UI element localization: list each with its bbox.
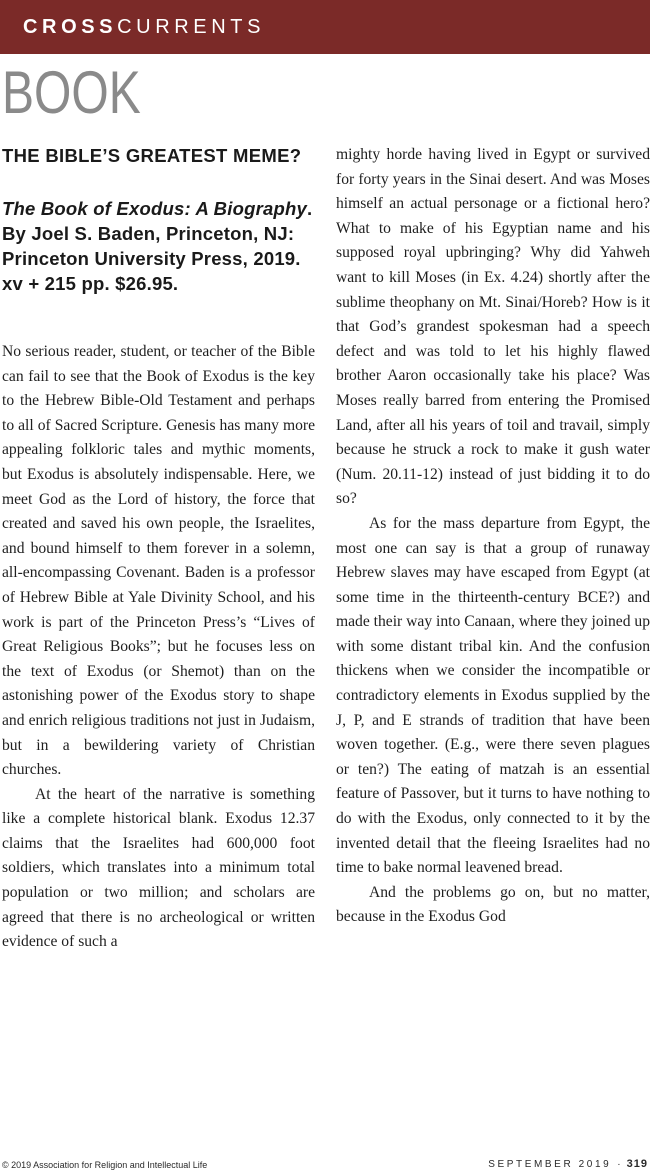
left-column (2, 143, 315, 955)
brand-light: CURRENTS (117, 16, 266, 38)
paragraph: As for the mass departure from Egypt, the most one can say is that a group of runaway Hebrew slaves may have escaped from Egypt (at some time in the thirteenth-century BCE?) and made their way into Canaan, where they joined up with some distant tribal kin. And the confusion thickens when we consider the incompatible or contradictory elements in Exodus supplied by the J, P, and E strands of tradition that have been woven together. (E.g., were there seven plagues or ten?) The eating of matzah is an essential feature of Passover, but it turns to have nothing to do with the Exodus, only connected to it by the invented detail that the fleeing Israelites had no time to bake normal leavened bread. (336, 514, 650, 877)
brand-bold: CROSS (23, 16, 118, 38)
book-details: . By Joel S. Baden, Princeton, NJ: Princeton University Press, 2019. xv + 215 pp. $26.95. (2, 198, 313, 294)
right-column (336, 143, 650, 930)
footer-page-info (488, 1158, 648, 1170)
footer-date: SEPTEMBER 2019 (488, 1159, 612, 1170)
section-label: BOOK (2, 59, 141, 126)
magazine-brand (23, 15, 265, 39)
left-body (2, 340, 315, 955)
page-number: 319 (626, 1158, 648, 1170)
footer-copyright: © 2019 Association for Religion and Intellectual Life (2, 1160, 208, 1170)
header-bar (0, 0, 650, 54)
paragraph-continued: mighty horde having lived in Egypt or survived for forty years in the Sinai desert. And was Moses himself an actual personage or a fictional hero? What to make of his Egyptian name and his supposed royal upbringing? Why did Yahweh want to kill Moses (in Ex. 4.24) shortly after the sublime theophany on Mt. Sinai/Horeb? How is it that God’s grandest spokesman had a speech defect and was told to let his highly flawed brother Aaron occasionally take his place? Was Moses really barred from entering the Promised Land, after all his years of toil and travail, simply because he struck a rock to make it gush water (Num. 20.11-12) instead of just bidding it to do so? (336, 146, 650, 508)
book-info (2, 196, 315, 296)
paragraph: At the heart of the narrative is something like a complete historical blank. Exodus 12.37 claims that the Israelites had 600,000 foot soldiers, which translates into a minimum total population or two million; and scholars are agreed that there is no archeological or written evidence of such a (2, 785, 315, 951)
review-headline: THE BIBLE’S GREATEST MEME? (2, 145, 302, 166)
footer-separator: · (617, 1159, 621, 1170)
paragraph: No serious reader, student, or teacher of the Bible can fail to see that the Book of Exodus is the key to the Hebrew Bible-Old Testament and perhaps to all of Sacred Scripture. Genesis has many more appealing folkloric tales and mythic moments, but Exodus is absolutely indispensable. Here, we meet God as the Lord of history, the force that created and saved his own people, the Israelites, and bound himself to them forever in a solemn, all-encompassing Covenant. Baden is a professor of Hebrew Bible at Yale Divinity School, and his work is part of the Princeton Press’s “Lives of Great Religious Books”; but he focuses less on the text of Exodus (or Shemot) than on the astonishing power of the Exodus story to shape and enrich religious traditions not just in Judaism, but in a bewildering variety of Christian churches. (2, 343, 315, 779)
book-title: The Book of Exodus: A Biography (2, 198, 307, 219)
paragraph: And the problems go on, but no matter, because in the Exodus God (336, 883, 650, 926)
